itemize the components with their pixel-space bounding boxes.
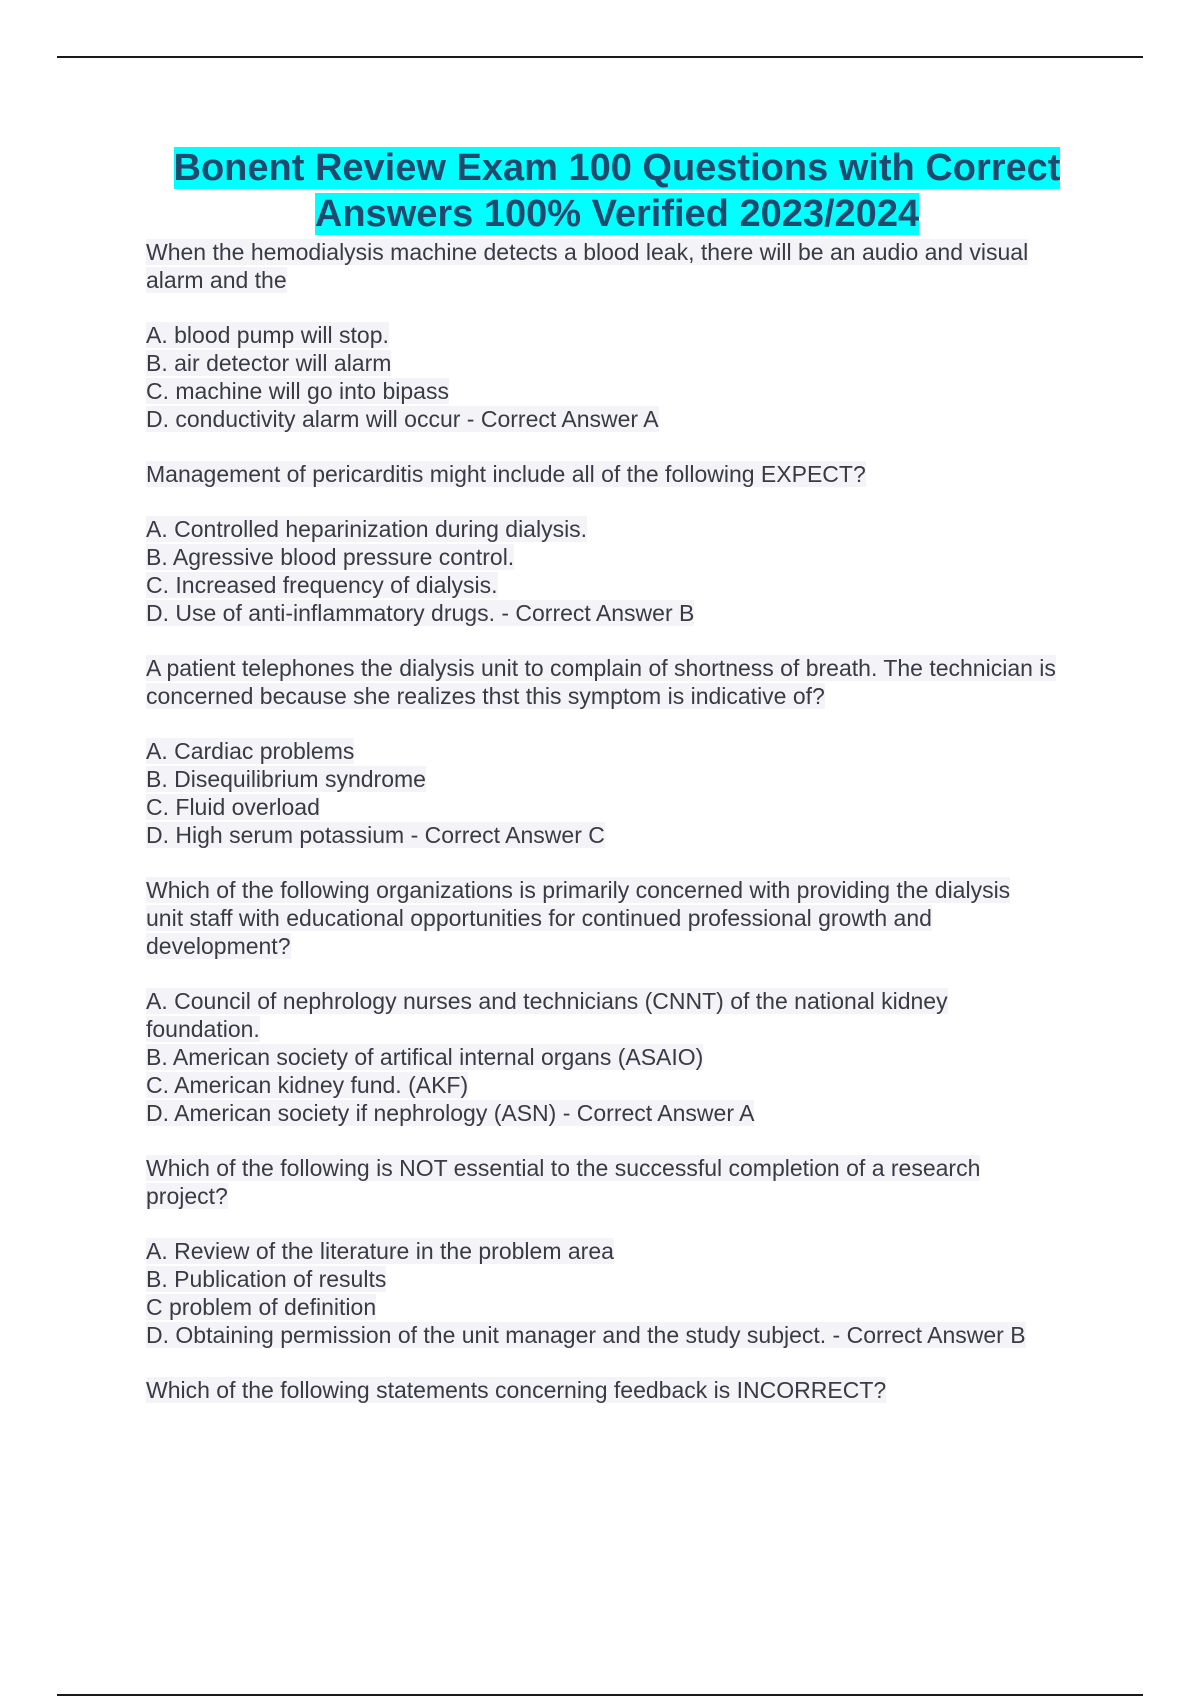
- question-text: Which of the following organizations is primarily concerned with providing the dialysis unit staff with educational opportunities for continued professional growth and development?: [146, 877, 1011, 959]
- answer-option: B. Agressive blood pressure control.: [146, 544, 515, 570]
- question-block: [146, 876, 1096, 1127]
- answer-option: A. blood pump will stop.: [146, 322, 389, 348]
- answer-option: C. Increased frequency of dialysis.: [146, 572, 498, 598]
- title-line-1: Bonent Review Exam 100 Questions with Correct: [173, 147, 1061, 189]
- question-text: Which of the following statements concerning feedback is INCORRECT?: [146, 1377, 887, 1403]
- question-block: [146, 238, 1096, 433]
- top-rule: [57, 56, 1143, 58]
- answer-option: C problem of definition: [146, 1294, 377, 1320]
- answer-option-correct: D. American society if nephrology (ASN) - Correct Answer A: [146, 1100, 755, 1126]
- bottom-rule: [57, 1694, 1143, 1696]
- question-text: Management of pericarditis might include all of the following EXPECT?: [146, 461, 866, 487]
- answer-option: A. Cardiac problems: [146, 738, 355, 764]
- document-title: [146, 145, 1088, 237]
- question-text: A patient telephones the dialysis unit to complain of shortness of breath. The technician is concerned because she realizes thst this symptom is indicative of?: [146, 655, 1056, 709]
- answer-option: A. Controlled heparinization during dialysis.: [146, 516, 588, 542]
- answer-option-correct: D. High serum potassium - Correct Answer C: [146, 822, 605, 848]
- question-block: [146, 1376, 1096, 1404]
- answer-option: A. Review of the literature in the problem area: [146, 1238, 614, 1264]
- answer-option: C. American kidney fund. (AKF): [146, 1072, 469, 1098]
- answer-option: C. machine will go into bipass: [146, 378, 449, 404]
- answer-option: A. Council of nephrology nurses and technicians (CNNT) of the national kidney foundation.: [146, 988, 948, 1042]
- question-block: [146, 1154, 1096, 1349]
- answer-option-correct: D. Use of anti-inflammatory drugs. - Correct Answer B: [146, 600, 695, 626]
- answer-option: B. air detector will alarm: [146, 350, 392, 376]
- question-text: Which of the following is NOT essential to the successful completion of a research project?: [146, 1155, 981, 1209]
- answer-option-correct: D. Obtaining permission of the unit manager and the study subject. - Correct Answer B: [146, 1322, 1026, 1348]
- question-block: [146, 460, 1096, 627]
- title-line-2: Answers 100% Verified 2023/2024: [314, 193, 920, 235]
- answer-option: B. American society of artifical internal organs (ASAIO): [146, 1044, 704, 1070]
- answer-option: B. Disequilibrium syndrome: [146, 766, 426, 792]
- answer-option: B. Publication of results: [146, 1266, 387, 1292]
- answer-option: C. Fluid overload: [146, 794, 320, 820]
- question-text: When the hemodialysis machine detects a blood leak, there will be an audio and visual alarm and the: [146, 239, 1029, 293]
- question-block: [146, 654, 1096, 849]
- answer-option-correct: D. conductivity alarm will occur - Correct Answer A: [146, 406, 659, 432]
- questions-list: [146, 238, 1096, 1431]
